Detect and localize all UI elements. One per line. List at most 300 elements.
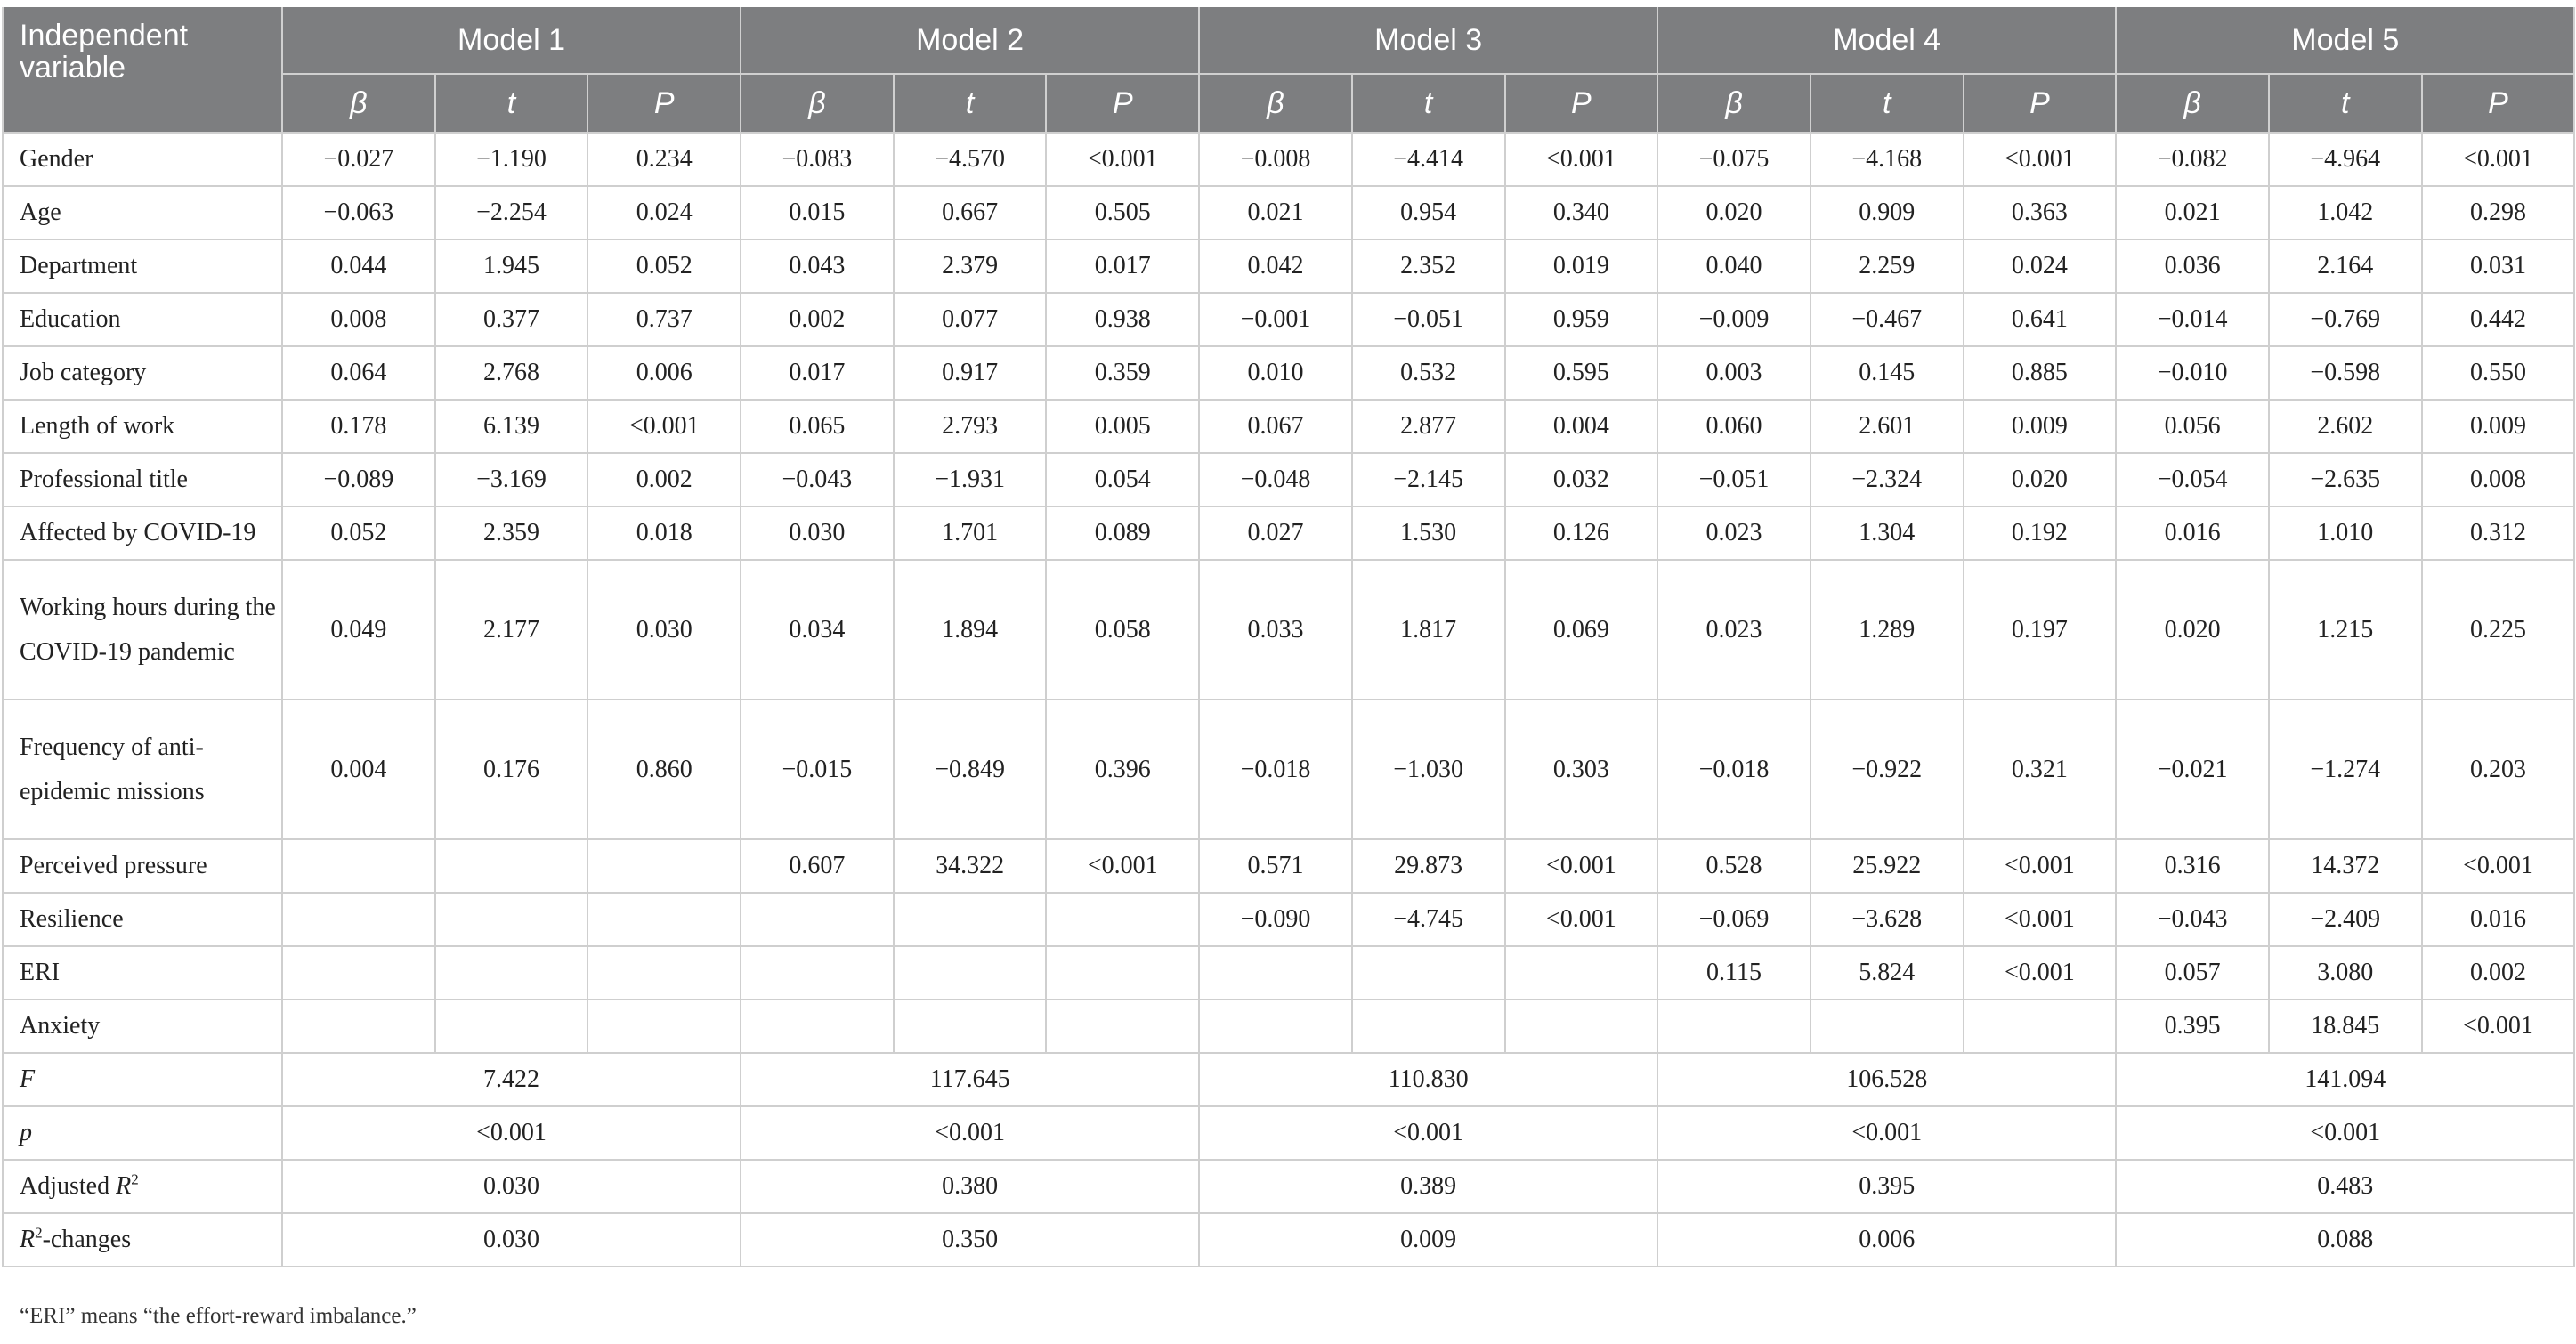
table-cell: 0.571 <box>1199 839 1352 893</box>
stat-header: t <box>1352 74 1505 133</box>
table-cell: 0.377 <box>435 293 588 346</box>
table-cell: 0.069 <box>1505 560 1658 700</box>
stat-header: P <box>1505 74 1658 133</box>
row-label: Job category <box>3 346 282 400</box>
table-cell <box>1352 946 1505 1000</box>
table-cell: 0.959 <box>1505 293 1658 346</box>
table-cell: 0.192 <box>1964 506 2117 560</box>
summary-cell: 0.030 <box>282 1213 741 1267</box>
table-cell: −0.069 <box>1657 893 1810 946</box>
row-label: Gender <box>3 133 282 186</box>
table-cell: <0.001 <box>1964 946 2117 1000</box>
summary-cell: <0.001 <box>282 1106 741 1160</box>
stat-header: t <box>2269 74 2422 133</box>
stat-header: P <box>587 74 741 133</box>
summary-label-tail: -changes <box>42 1226 132 1253</box>
table-cell: −2.145 <box>1352 453 1505 506</box>
table-cell: <0.001 <box>2422 133 2575 186</box>
table-cell: 0.052 <box>282 506 435 560</box>
summary-row <box>3 1053 2574 1106</box>
table-cell: 0.020 <box>1964 453 2117 506</box>
table-body <box>3 133 2574 1267</box>
stat-header: P <box>1046 74 1199 133</box>
table-cell: 1.894 <box>894 560 1047 700</box>
table-cell: 1.304 <box>1810 506 1964 560</box>
table-cell: −0.018 <box>1199 700 1352 839</box>
table-cell <box>1199 946 1352 1000</box>
table-row <box>3 239 2574 293</box>
summary-cell: 106.528 <box>1657 1053 2116 1106</box>
table-cell: −4.168 <box>1810 133 1964 186</box>
summary-cell: <0.001 <box>741 1106 1199 1160</box>
table-cell: −0.043 <box>741 453 894 506</box>
summary-label-main: p <box>20 1119 32 1146</box>
table-cell: −0.063 <box>282 186 435 239</box>
row-label: Age <box>3 186 282 239</box>
table-cell <box>587 1000 741 1053</box>
table-cell: 29.873 <box>1352 839 1505 893</box>
table-cell: 1.817 <box>1352 560 1505 700</box>
table-cell: 0.176 <box>435 700 588 839</box>
table-cell: 0.019 <box>1505 239 1658 293</box>
table-cell: 0.532 <box>1352 346 1505 400</box>
table-cell: 0.016 <box>2422 893 2575 946</box>
table-cell: 0.917 <box>894 346 1047 400</box>
table-cell: 0.003 <box>1657 346 1810 400</box>
summary-label-sup: 2 <box>35 1224 43 1242</box>
table-cell: 0.067 <box>1199 400 1352 453</box>
table-cell: 0.021 <box>2116 186 2269 239</box>
table-cell: −2.254 <box>435 186 588 239</box>
table-cell: 0.060 <box>1657 400 1810 453</box>
table-cell: 0.024 <box>1964 239 2117 293</box>
table-cell <box>435 946 588 1000</box>
table-cell: −0.054 <box>2116 453 2269 506</box>
model-3-header: Model 3 <box>1199 7 1657 74</box>
table-cell: 0.030 <box>741 506 894 560</box>
stat-header: β <box>1657 74 1810 133</box>
table-cell <box>894 1000 1047 1053</box>
table-cell: 0.017 <box>1046 239 1199 293</box>
table-cell: −0.769 <box>2269 293 2422 346</box>
table-cell: 0.020 <box>2116 560 2269 700</box>
table-cell <box>1505 946 1658 1000</box>
table-cell <box>741 1000 894 1053</box>
table-cell: −0.001 <box>1199 293 1352 346</box>
row-label: Frequency of anti-epidemic missions <box>3 700 282 839</box>
table-cell: <0.001 <box>587 400 741 453</box>
table-cell: 0.002 <box>2422 946 2575 1000</box>
regression-table-container <box>0 7 2576 1267</box>
table-cell: 0.064 <box>282 346 435 400</box>
table-cell <box>587 946 741 1000</box>
summary-label-main: Adjusted R <box>20 1172 132 1200</box>
table-cell: 34.322 <box>894 839 1047 893</box>
table-cell: 0.030 <box>587 560 741 700</box>
summary-label <box>3 1053 282 1106</box>
table-cell: 0.321 <box>1964 700 2117 839</box>
table-cell: 0.178 <box>282 400 435 453</box>
table-row <box>3 133 2574 186</box>
table-cell: 0.016 <box>2116 506 2269 560</box>
table-cell: −0.598 <box>2269 346 2422 400</box>
stat-header: β <box>1199 74 1352 133</box>
table-cell: 2.602 <box>2269 400 2422 453</box>
table-cell <box>282 1000 435 1053</box>
table-cell: 0.340 <box>1505 186 1658 239</box>
table-cell: −0.043 <box>2116 893 2269 946</box>
table-cell: −1.030 <box>1352 700 1505 839</box>
regression-table <box>2 7 2575 1267</box>
table-cell: −0.090 <box>1199 893 1352 946</box>
table-cell: 2.768 <box>435 346 588 400</box>
table-cell: −0.467 <box>1810 293 1964 346</box>
table-cell: −4.570 <box>894 133 1047 186</box>
table-cell: −2.409 <box>2269 893 2422 946</box>
table-cell: 0.010 <box>1199 346 1352 400</box>
table-cell: 0.040 <box>1657 239 1810 293</box>
table-cell: −0.027 <box>282 133 435 186</box>
row-label: Length of work <box>3 400 282 453</box>
table-cell: 0.737 <box>587 293 741 346</box>
table-cell: 0.860 <box>587 700 741 839</box>
table-cell: −3.169 <box>435 453 588 506</box>
table-cell: 0.363 <box>1964 186 2117 239</box>
table-cell: 1.945 <box>435 239 588 293</box>
table-cell: 0.005 <box>1046 400 1199 453</box>
summary-row <box>3 1160 2574 1213</box>
table-cell: 0.058 <box>1046 560 1199 700</box>
table-cell: 0.505 <box>1046 186 1199 239</box>
table-row <box>3 506 2574 560</box>
table-cell: <0.001 <box>2422 1000 2575 1053</box>
summary-label-main: F <box>20 1065 36 1093</box>
table-cell: 0.004 <box>1505 400 1658 453</box>
table-cell: 0.077 <box>894 293 1047 346</box>
table-cell: 5.824 <box>1810 946 1964 1000</box>
table-row <box>3 700 2574 839</box>
summary-cell: 0.483 <box>2116 1160 2574 1213</box>
table-cell: 0.312 <box>2422 506 2575 560</box>
table-row <box>3 346 2574 400</box>
summary-cell: 0.009 <box>1199 1213 1657 1267</box>
table-cell: 0.036 <box>2116 239 2269 293</box>
row-label: Education <box>3 293 282 346</box>
table-cell: 0.054 <box>1046 453 1199 506</box>
table-cell: 0.115 <box>1657 946 1810 1000</box>
table-cell <box>587 839 741 893</box>
table-cell: 14.372 <box>2269 839 2422 893</box>
table-cell <box>1964 1000 2117 1053</box>
model-2-header: Model 2 <box>741 7 1199 74</box>
table-cell: 0.528 <box>1657 839 1810 893</box>
table-cell: 0.023 <box>1657 560 1810 700</box>
table-cell: 0.008 <box>282 293 435 346</box>
table-cell: −3.628 <box>1810 893 1964 946</box>
table-cell: 0.396 <box>1046 700 1199 839</box>
table-cell: <0.001 <box>2422 839 2575 893</box>
table-cell <box>894 893 1047 946</box>
stat-header: P <box>1964 74 2117 133</box>
table-cell: 0.065 <box>741 400 894 453</box>
summary-cell: 0.380 <box>741 1160 1199 1213</box>
table-cell <box>587 893 741 946</box>
table-cell: 0.009 <box>2422 400 2575 453</box>
summary-cell: 141.094 <box>2116 1053 2574 1106</box>
table-cell <box>1352 1000 1505 1053</box>
table-cell: 0.024 <box>587 186 741 239</box>
table-cell: 2.601 <box>1810 400 1964 453</box>
table-cell: 0.298 <box>2422 186 2575 239</box>
summary-cell: 0.389 <box>1199 1160 1657 1213</box>
table-cell: −0.014 <box>2116 293 2269 346</box>
summary-row <box>3 1106 2574 1160</box>
table-cell: −0.048 <box>1199 453 1352 506</box>
model-5-header: Model 5 <box>2116 7 2574 74</box>
table-cell: 0.359 <box>1046 346 1199 400</box>
table-cell: −0.008 <box>1199 133 1352 186</box>
table-row <box>3 560 2574 700</box>
table-cell <box>282 893 435 946</box>
table-cell <box>1199 1000 1352 1053</box>
table-cell: 2.359 <box>435 506 588 560</box>
table-cell: −0.018 <box>1657 700 1810 839</box>
table-cell: 0.145 <box>1810 346 1964 400</box>
table-cell: 25.922 <box>1810 839 1964 893</box>
table-cell <box>741 946 894 1000</box>
table-cell: 0.002 <box>741 293 894 346</box>
table-cell: 2.877 <box>1352 400 1505 453</box>
table-cell: 1.010 <box>2269 506 2422 560</box>
row-label: Department <box>3 239 282 293</box>
table-cell: 1.701 <box>894 506 1047 560</box>
table-cell: 0.885 <box>1964 346 2117 400</box>
table-cell: 2.177 <box>435 560 588 700</box>
table-cell: 0.938 <box>1046 293 1199 346</box>
row-label: Anxiety <box>3 1000 282 1053</box>
table-cell: 0.595 <box>1505 346 1658 400</box>
table-cell: 0.027 <box>1199 506 1352 560</box>
table-cell: −0.021 <box>2116 700 2269 839</box>
table-cell: 0.641 <box>1964 293 2117 346</box>
row-label: Professional title <box>3 453 282 506</box>
table-cell: <0.001 <box>1505 839 1658 893</box>
table-row <box>3 893 2574 946</box>
table-cell: 0.316 <box>2116 839 2269 893</box>
table-cell: 0.023 <box>1657 506 1810 560</box>
table-cell: −1.274 <box>2269 700 2422 839</box>
summary-cell: 117.645 <box>741 1053 1199 1106</box>
table-cell: 3.080 <box>2269 946 2422 1000</box>
table-cell: 1.289 <box>1810 560 1964 700</box>
table-row <box>3 839 2574 893</box>
table-cell: <0.001 <box>1964 133 2117 186</box>
table-cell <box>435 893 588 946</box>
table-cell: 2.352 <box>1352 239 1505 293</box>
table-cell: 2.793 <box>894 400 1047 453</box>
table-cell: 0.052 <box>587 239 741 293</box>
table-cell: −4.414 <box>1352 133 1505 186</box>
header-row-statistics <box>3 74 2574 133</box>
table-cell: <0.001 <box>1964 839 2117 893</box>
stat-header: β <box>741 74 894 133</box>
table-cell: <0.001 <box>1505 893 1658 946</box>
stat-header: P <box>2422 74 2575 133</box>
stat-header: β <box>282 74 435 133</box>
table-cell <box>435 839 588 893</box>
table-cell: 0.015 <box>741 186 894 239</box>
table-cell <box>435 1000 588 1053</box>
stat-header: t <box>435 74 588 133</box>
summary-label-sup: 2 <box>131 1170 139 1188</box>
summary-cell: 7.422 <box>282 1053 741 1106</box>
table-cell: 0.004 <box>282 700 435 839</box>
model-1-header: Model 1 <box>282 7 741 74</box>
table-cell: 0.667 <box>894 186 1047 239</box>
table-row <box>3 400 2574 453</box>
row-label: ERI <box>3 946 282 1000</box>
table-row <box>3 1000 2574 1053</box>
summary-row <box>3 1213 2574 1267</box>
table-cell: <0.001 <box>1046 133 1199 186</box>
table-cell: 6.139 <box>435 400 588 453</box>
table-cell: 0.049 <box>282 560 435 700</box>
row-label: Working hours during the COVID-19 pandemic <box>3 560 282 700</box>
table-cell: <0.001 <box>1964 893 2117 946</box>
table-cell: −0.010 <box>2116 346 2269 400</box>
table-cell <box>282 839 435 893</box>
table-footnote: “ERI” means “the effort-reward imbalance.” <box>20 1304 417 1328</box>
stat-header: t <box>1810 74 1964 133</box>
table-cell: 0.550 <box>2422 346 2575 400</box>
table-cell: −0.009 <box>1657 293 1810 346</box>
table-cell: 0.057 <box>2116 946 2269 1000</box>
table-cell: −0.051 <box>1657 453 1810 506</box>
table-cell: 0.954 <box>1352 186 1505 239</box>
table-cell <box>1657 1000 1810 1053</box>
table-cell: −0.051 <box>1352 293 1505 346</box>
table-cell <box>1810 1000 1964 1053</box>
table-cell: 0.006 <box>587 346 741 400</box>
model-4-header: Model 4 <box>1657 7 2116 74</box>
table-cell: 0.234 <box>587 133 741 186</box>
summary-cell: 0.006 <box>1657 1213 2116 1267</box>
table-cell: −0.082 <box>2116 133 2269 186</box>
table-cell: 0.089 <box>1046 506 1199 560</box>
table-cell: 1.215 <box>2269 560 2422 700</box>
summary-label <box>3 1213 282 1267</box>
row-label: Perceived pressure <box>3 839 282 893</box>
table-cell: 0.203 <box>2422 700 2575 839</box>
table-cell: −1.931 <box>894 453 1047 506</box>
table-cell: −0.849 <box>894 700 1047 839</box>
table-cell: 0.008 <box>2422 453 2575 506</box>
table-cell <box>1505 1000 1658 1053</box>
summary-label <box>3 1160 282 1213</box>
table-row <box>3 946 2574 1000</box>
table-cell <box>1046 893 1199 946</box>
table-row <box>3 293 2574 346</box>
table-cell: 0.303 <box>1505 700 1658 839</box>
table-cell: −0.922 <box>1810 700 1964 839</box>
table-cell: 0.395 <box>2116 1000 2269 1053</box>
table-cell: 0.056 <box>2116 400 2269 453</box>
row-label: Affected by COVID-19 <box>3 506 282 560</box>
summary-cell: 0.350 <box>741 1213 1199 1267</box>
table-cell: <0.001 <box>1046 839 1199 893</box>
table-cell <box>282 946 435 1000</box>
table-cell <box>1046 1000 1199 1053</box>
table-cell: 0.044 <box>282 239 435 293</box>
table-cell: 0.607 <box>741 839 894 893</box>
table-cell <box>1046 946 1199 1000</box>
table-row <box>3 186 2574 239</box>
table-cell: 0.225 <box>2422 560 2575 700</box>
table-cell: 0.033 <box>1199 560 1352 700</box>
table-cell: −2.635 <box>2269 453 2422 506</box>
table-cell: 0.442 <box>2422 293 2575 346</box>
row-label: Resilience <box>3 893 282 946</box>
table-cell: <0.001 <box>1505 133 1658 186</box>
table-cell: −0.075 <box>1657 133 1810 186</box>
table-cell: −1.190 <box>435 133 588 186</box>
header-row-models <box>3 7 2574 74</box>
table-cell <box>741 893 894 946</box>
table-cell: 0.002 <box>587 453 741 506</box>
table-cell: 18.845 <box>2269 1000 2422 1053</box>
table-cell: 0.126 <box>1505 506 1658 560</box>
table-cell: 0.909 <box>1810 186 1964 239</box>
table-cell: 0.032 <box>1505 453 1658 506</box>
table-row <box>3 453 2574 506</box>
table-cell: −2.324 <box>1810 453 1964 506</box>
table-cell: 0.018 <box>587 506 741 560</box>
table-cell: −4.964 <box>2269 133 2422 186</box>
summary-label <box>3 1106 282 1160</box>
table-cell: 1.530 <box>1352 506 1505 560</box>
table-cell: 0.042 <box>1199 239 1352 293</box>
table-cell: 1.042 <box>2269 186 2422 239</box>
summary-cell: 0.030 <box>282 1160 741 1213</box>
table-cell: −0.083 <box>741 133 894 186</box>
summary-cell: <0.001 <box>1657 1106 2116 1160</box>
summary-label-main: R <box>20 1226 36 1253</box>
summary-cell: 110.830 <box>1199 1053 1657 1106</box>
table-cell: 2.379 <box>894 239 1047 293</box>
table-cell: 0.034 <box>741 560 894 700</box>
table-cell: 0.009 <box>1964 400 2117 453</box>
table-cell <box>894 946 1047 1000</box>
stat-header: β <box>2116 74 2269 133</box>
table-cell: 2.164 <box>2269 239 2422 293</box>
table-cell: −0.089 <box>282 453 435 506</box>
summary-cell: 0.395 <box>1657 1160 2116 1213</box>
summary-cell: 0.088 <box>2116 1213 2574 1267</box>
table-cell: 0.020 <box>1657 186 1810 239</box>
table-cell: 2.259 <box>1810 239 1964 293</box>
table-cell: 0.031 <box>2422 239 2575 293</box>
table-cell: 0.043 <box>741 239 894 293</box>
table-cell: −0.015 <box>741 700 894 839</box>
table-cell: 0.017 <box>741 346 894 400</box>
table-cell: 0.021 <box>1199 186 1352 239</box>
table-cell: −4.745 <box>1352 893 1505 946</box>
independent-variable-header: Independent variable <box>3 7 282 133</box>
summary-cell: <0.001 <box>2116 1106 2574 1160</box>
stat-header: t <box>894 74 1047 133</box>
table-cell: 0.197 <box>1964 560 2117 700</box>
summary-cell: <0.001 <box>1199 1106 1657 1160</box>
